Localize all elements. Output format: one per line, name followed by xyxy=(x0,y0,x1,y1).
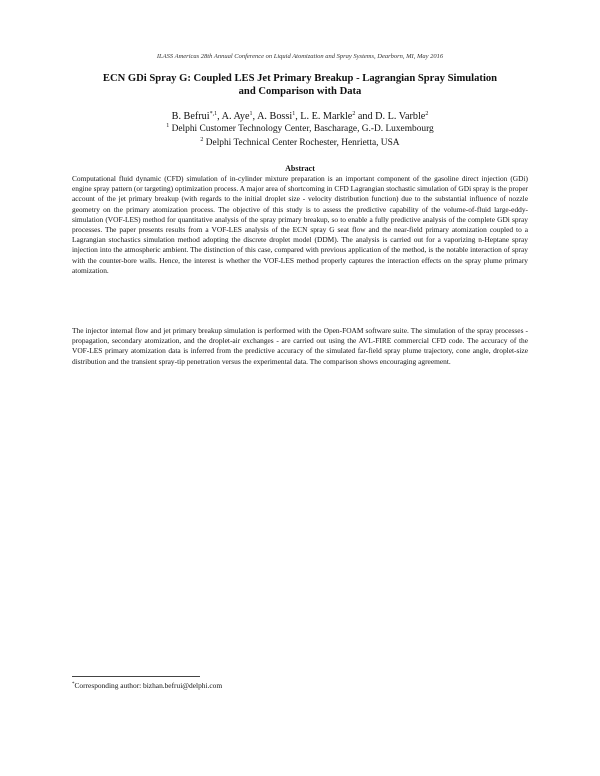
author-sep: , xyxy=(295,111,301,122)
affiliation-sup: 1 xyxy=(166,123,170,129)
author-list xyxy=(0,110,600,123)
footnote-divider xyxy=(72,676,200,677)
running-head: ILASS Americas 28th Annual Conference on Liquid Atomization and Spray Systems, Dearborn, MI, May 2016 xyxy=(156,53,444,60)
abstract-heading: Abstract xyxy=(285,164,315,173)
paper-title xyxy=(70,72,530,98)
author-name: L. E. Markle xyxy=(300,111,353,122)
author-sep: , xyxy=(217,111,222,122)
abstract-paragraph-2: The injector internal flow and jet primary breakup simulation is performed with the Open-FOAM software suite. The simulation of the spray processes - propagation, secondary atomization, and the droplet-air exchanges - are carried out using the AVL-FIRE commercial CFD code. The accuracy of the VOF-LES primary atomization data is inferred from the predictive accuracy of the simulated far-field spray plume trajectory, cone angle, droplet-size distribution and the transient spray-tip penetration versus the experimental data. The comparison shows encouraging agreement. xyxy=(72,326,528,366)
author-sup: 1 xyxy=(292,111,296,117)
author-name: A. Aye xyxy=(221,111,250,122)
abstract-paragraph-1: Computational fluid dynamic (CFD) simulation of in-cylinder mixture preparation is an important component of the gasoline direct injection (GDi) engine spray pattern (or targeting) optimization process. A major area of shortcoming in CFD Lagrangian stochastic simulation of GDi spray is the proper account of the jet primary breakup (with regards to the initial droplet size - velocity distribution function) due to the substantial influence of nozzle geometry on the primary atomization process. The objective of this study is to assess the predictive capability of the volume-of-fluid large-eddy-simulation (VOF-LES) method for quantitative analysis of the spray primary breakup, so to enable a fully predictive analysis of the complete GDi spray processes. The paper presents results from a VOF-LES analysis of the ECN spray G seat flow and the near-field primary atomization coupled to a Lagrangian stochastics simulation method adopting the discrete droplet model (DDM). The analysis is carried out for a vaporizing n-Heptane spray injection into the atmospheric ambient. The distinction of this case, compared with previous application of the method, is the notable interaction of spray with the counter-bore walls. Hence, the interest is whether the VOF-LES method properly captures the interaction effects on the spray plume primary atomization. xyxy=(72,174,528,275)
affiliation-list xyxy=(0,123,600,150)
affiliation-text: Delphi Customer Technology Center, Bascharage, G.-D. Luxembourg xyxy=(171,124,434,134)
author-sup: *,1 xyxy=(209,111,218,117)
affiliation-sup: 2 xyxy=(200,136,204,143)
affiliation-text: Delphi Technical Center Rochester, Henrietta, USA xyxy=(205,137,400,148)
title-line-2: and Comparison with Data xyxy=(238,86,362,97)
author-name: B. Befrui xyxy=(171,111,210,122)
author-sup: 2 xyxy=(425,111,429,117)
author-sup: 1 xyxy=(249,111,253,117)
footnote-marker: * xyxy=(72,682,75,687)
footnote-text: Corresponding author: bizhan.befrui@delphi.com xyxy=(74,681,223,690)
author-sup: 2 xyxy=(352,111,356,117)
author-sep: and xyxy=(355,111,376,122)
author-sep: , xyxy=(252,111,258,122)
title-line-1: ECN GDi Spray G: Coupled LES Jet Primary Breakup - Lagrangian Spray Simulation xyxy=(102,73,498,84)
affiliation xyxy=(0,123,600,137)
footnote xyxy=(72,681,222,691)
author-name: D. L. Varble xyxy=(375,111,426,122)
affiliation xyxy=(0,137,600,151)
author-name: A. Bossi xyxy=(257,111,293,122)
